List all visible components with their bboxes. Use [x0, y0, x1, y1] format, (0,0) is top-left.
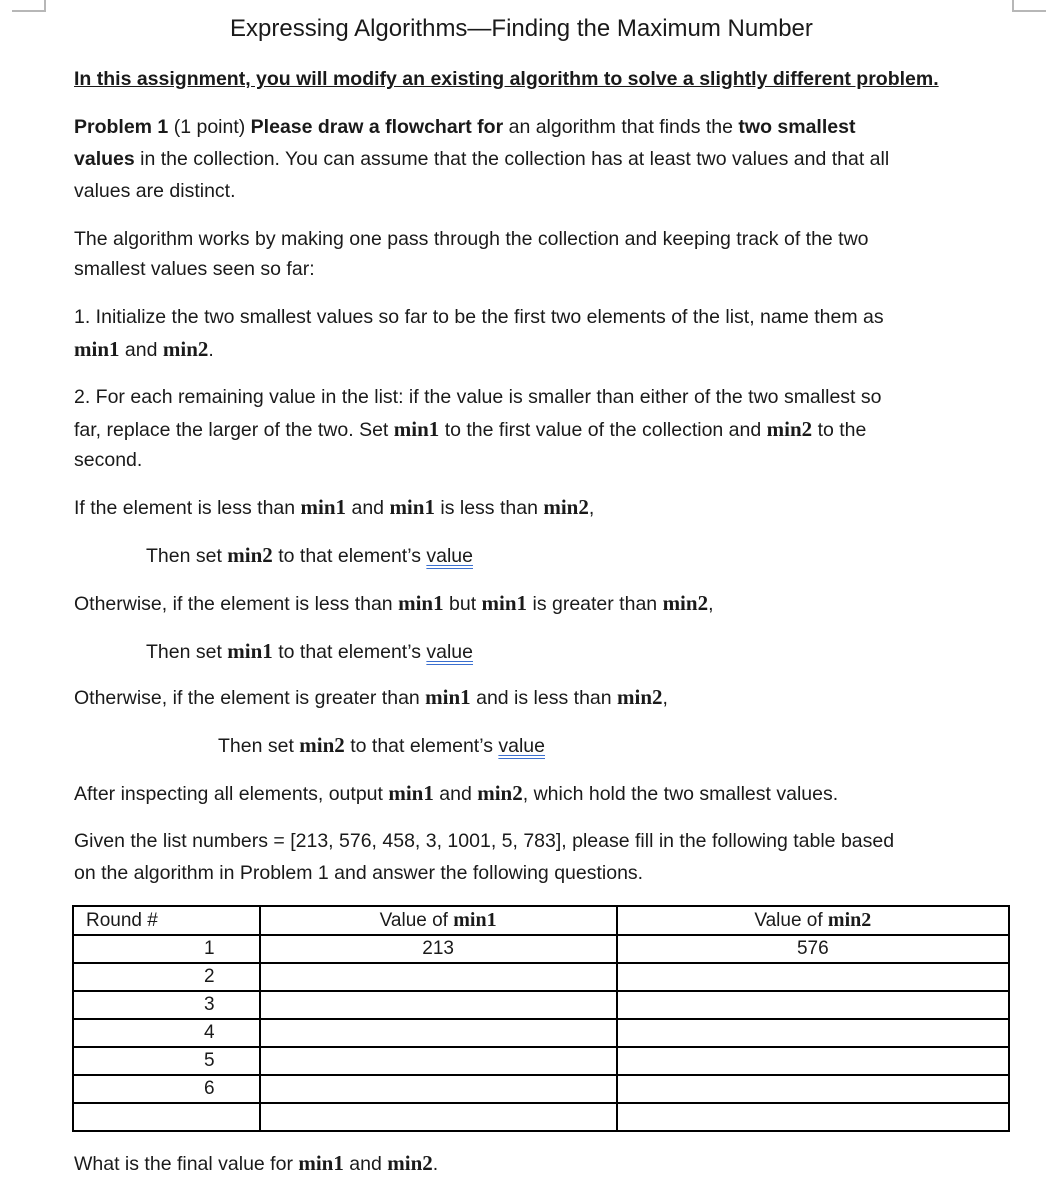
- cell-round[interactable]: 2: [73, 963, 260, 991]
- then2-var: min1: [227, 639, 273, 663]
- problem1-line3: values are distinct.: [74, 180, 236, 202]
- header-min1-var: min1: [453, 909, 497, 931]
- problem1-text2: in the collection. You can assume that the collection has at least two values and that all: [134, 148, 890, 170]
- given-line1: Given the list numbers = [213, 576, 458, 3, 1001, 5, 783], please fill in the following table based: [74, 830, 895, 852]
- cell-min2[interactable]: 576: [617, 935, 1009, 963]
- cell-min2[interactable]: [617, 1103, 1009, 1131]
- cond1-min1b: min1: [389, 495, 435, 519]
- then2-text-a: Then set: [146, 641, 228, 663]
- problem1-line2: [74, 146, 889, 172]
- then1-text-a: Then set: [146, 545, 228, 567]
- cond1-min1: min1: [300, 495, 347, 519]
- cond2-min1: min1: [398, 591, 444, 615]
- cell-round[interactable]: 1: [73, 935, 260, 963]
- then3-value-word: value: [498, 735, 545, 757]
- step1-min1: min1: [74, 337, 120, 361]
- step2-text-c: to the: [812, 419, 867, 441]
- then2-value-word: value: [426, 641, 473, 663]
- description-line1: The algorithm works by making one pass through the collection and keeping track of the two: [74, 228, 869, 250]
- cond2-min1b: min1: [481, 591, 528, 615]
- header-round: Round #: [73, 906, 260, 935]
- condition3: [74, 684, 668, 711]
- cond1-text-b: and: [346, 497, 390, 519]
- step2-line1: 2. For each remaining value in the list: if the value is smaller than either of the two smallest so: [74, 386, 882, 408]
- final-question: [74, 1150, 438, 1177]
- then1-text-b: to that element’s: [272, 545, 427, 567]
- question-text-b: and: [343, 1153, 388, 1175]
- after-text-b: and: [433, 783, 478, 805]
- description-line2: smallest values seen so far:: [74, 258, 315, 280]
- after-text-c: , which hold the two smallest values.: [522, 783, 839, 805]
- cell-min1[interactable]: [260, 1047, 617, 1075]
- step1-and: and: [119, 339, 163, 361]
- document-title: Expressing Algorithms—Finding the Maximum Number: [230, 15, 813, 42]
- rounds-table: [72, 905, 1010, 1132]
- cond2-text-d: ,: [708, 593, 714, 615]
- table-row: [73, 1047, 1009, 1075]
- cond3-min2: min2: [617, 685, 663, 709]
- condition2: [74, 590, 714, 617]
- problem1-text1: an algorithm that finds the: [503, 116, 739, 138]
- rounds-table-body: [73, 906, 1009, 1131]
- cell-min2[interactable]: [617, 1047, 1009, 1075]
- question-min1: min1: [298, 1151, 344, 1175]
- cond1-text-a: If the element is less than: [74, 497, 301, 519]
- header-min2-prefix: Value of: [754, 910, 828, 931]
- cell-round[interactable]: 6: [73, 1075, 260, 1103]
- cond1-min2: min2: [543, 495, 589, 519]
- assignment-intro: In this assignment, you will modify an existing algorithm to solve a slightly different problem.: [74, 68, 939, 90]
- cond1-text-d: ,: [588, 497, 595, 519]
- table-row: [73, 963, 1009, 991]
- cond1-text-c: is less than: [434, 497, 544, 519]
- page-corner-mark-left: [12, 0, 46, 12]
- step2-line2: [74, 416, 866, 443]
- then3-var: min2: [299, 733, 345, 757]
- then1-var: min2: [227, 543, 273, 567]
- given-line2: on the algorithm in Problem 1 and answer the following questions.: [74, 862, 644, 884]
- then2-text-b: to that element’s: [272, 641, 427, 663]
- question-min2: min2: [387, 1151, 433, 1175]
- then1: [146, 542, 473, 569]
- question-text-c: .: [432, 1153, 439, 1175]
- step1-min2: min2: [162, 337, 209, 361]
- step1-line2: [74, 336, 214, 363]
- problem1-values: values: [74, 148, 135, 170]
- cell-min1[interactable]: 213: [260, 935, 617, 963]
- cond2-text-c: is greater than: [527, 593, 663, 615]
- problem1-line1: [74, 114, 855, 140]
- cond3-min1: min1: [425, 685, 471, 709]
- condition1: [74, 494, 594, 521]
- cell-min1[interactable]: [260, 1019, 617, 1047]
- cell-min2[interactable]: [617, 1019, 1009, 1047]
- step2-min1: min1: [393, 417, 440, 441]
- cell-min1[interactable]: [260, 991, 617, 1019]
- step2-min2: min2: [766, 417, 813, 441]
- then2: [146, 638, 473, 665]
- step2-text-a: far, replace the larger of the two. Set: [74, 419, 394, 441]
- cell-round[interactable]: [73, 1103, 260, 1131]
- cond3-text-b: and is less than: [470, 687, 618, 709]
- question-text-a: What is the final value for: [74, 1153, 299, 1175]
- step1-end: .: [208, 339, 214, 361]
- problem1-two-smallest: two smallest: [738, 116, 856, 138]
- then3-text-a: Then set: [218, 735, 300, 757]
- cell-round[interactable]: 4: [73, 1019, 260, 1047]
- cell-round[interactable]: 5: [73, 1047, 260, 1075]
- then3: [218, 732, 545, 759]
- problem1-instruction: Please draw a flowchart for: [250, 116, 504, 138]
- after-text-a: After inspecting all elements, output: [74, 783, 389, 805]
- after-inspecting: [74, 780, 838, 807]
- header-min1-prefix: Value of: [379, 910, 454, 931]
- cell-min2[interactable]: [617, 1075, 1009, 1103]
- table-row: [73, 935, 1009, 963]
- cond2-min2: min2: [662, 591, 709, 615]
- cond3-text-a: Otherwise, if the element is greater than: [74, 687, 426, 709]
- page-corner-mark-right: [1012, 0, 1046, 12]
- table-row: [73, 991, 1009, 1019]
- after-min2: min2: [477, 781, 523, 805]
- cell-min2[interactable]: [617, 991, 1009, 1019]
- after-min1: min1: [388, 781, 434, 805]
- problem1-points: (1 point): [168, 116, 251, 138]
- table-header-row: [73, 906, 1009, 935]
- table-row: [73, 1019, 1009, 1047]
- cell-min1[interactable]: [260, 1103, 617, 1131]
- cell-min1[interactable]: [260, 1075, 617, 1103]
- then1-value-word: value: [426, 545, 473, 567]
- step2-line3: second.: [74, 449, 143, 471]
- header-min2-var: min2: [827, 909, 872, 931]
- cond2-text-a: Otherwise, if the element is less than: [74, 593, 399, 615]
- cell-min1[interactable]: [260, 963, 617, 991]
- table-row: [73, 1103, 1009, 1131]
- header-min1: [260, 906, 617, 935]
- problem1-label: Problem 1: [74, 116, 169, 138]
- step2-text-b: to the first value of the collection and: [439, 419, 767, 441]
- cond3-text-c: ,: [662, 687, 668, 709]
- cond2-text-b: but: [443, 593, 482, 615]
- step1-line1: 1. Initialize the two smallest values so far to be the first two elements of the list, name them as: [74, 306, 884, 328]
- table-row: [73, 1075, 1009, 1103]
- cell-round[interactable]: 3: [73, 991, 260, 1019]
- then3-text-b: to that element’s: [344, 735, 499, 757]
- header-min2: [617, 906, 1009, 935]
- cell-min2[interactable]: [617, 963, 1009, 991]
